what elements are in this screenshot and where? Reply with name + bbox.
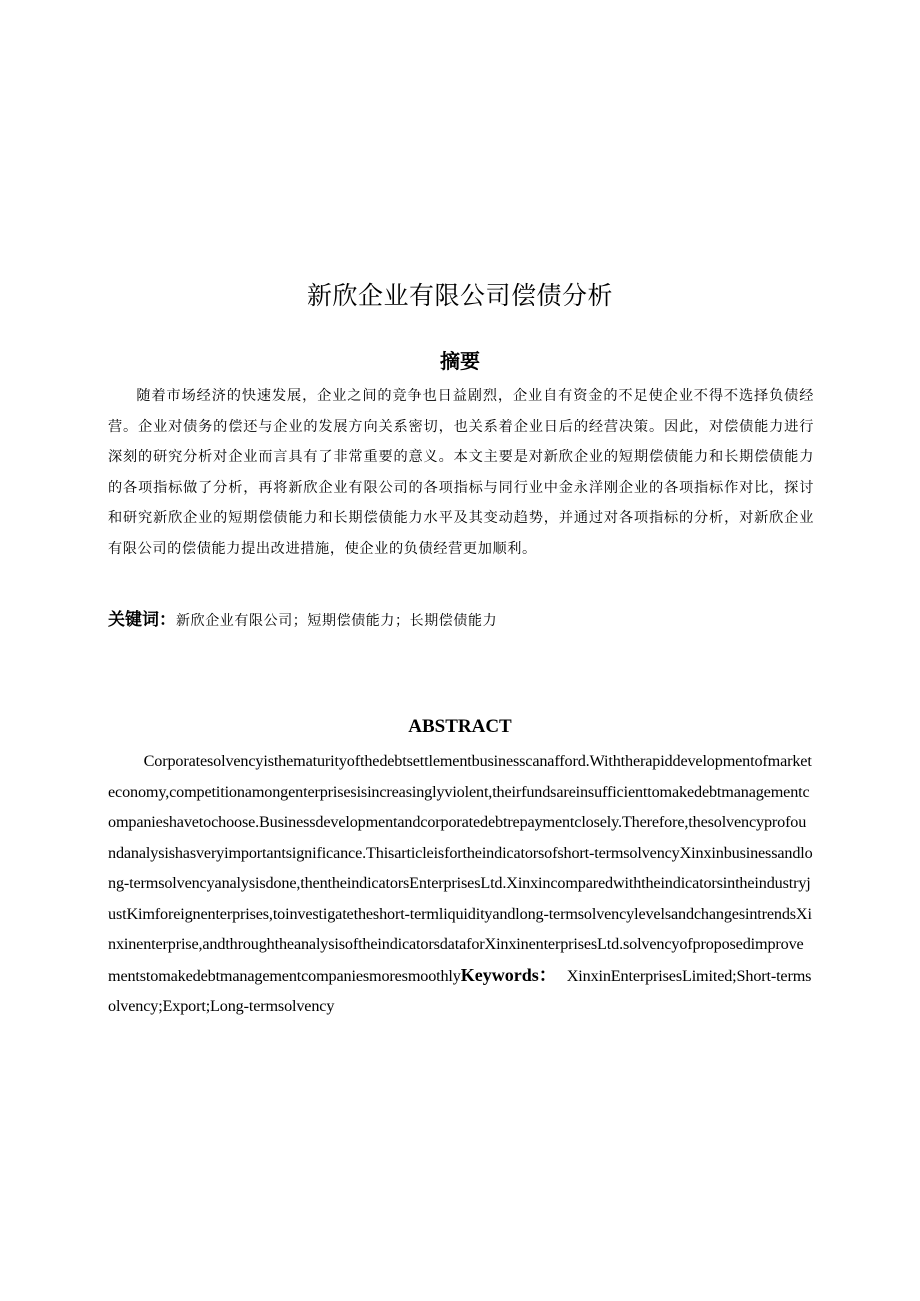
document-title: 新欣企业有限公司偿债分析 <box>306 281 613 310</box>
keywords-label-chinese: 关键词： <box>108 610 176 630</box>
abstract-heading-chinese: 摘要 <box>440 349 480 373</box>
abstract-heading-english: ABSTRACT <box>408 716 512 737</box>
keywords-chinese <box>108 605 814 630</box>
abstract-body-english <box>108 746 814 1022</box>
keywords-values-chinese: 新欣企业有限公司；短期偿债能力；长期偿债能力 <box>176 613 498 629</box>
keywords-label-english: Keywords： <box>460 964 557 985</box>
keywords-values-english: XinxinEnterprisesLimited;Short-termsolvency;Export;Long-termsolvency <box>108 966 812 1015</box>
abstract-body-chinese: 随着市场经济的快速发展，企业之间的竞争也日益剧烈，企业自有资金的不足使企业不得不选择负债经营。企业对债务的偿还与企业的发展方向关系密切，也关系着企业日后的经营决策。因此，对偿债能力进行深刻的研究分析对企业而言具有了非常重要的意义。本文主要是对新欣企业的短期偿债能力和长期偿债能力的各项指标做了分析，再将新欣企业有限公司的各项指标与同行业中金永洋刚企业的各项指标作对比，探讨和研究新欣企业的短期偿债能力和长期偿债能力水平及其变动趋势，并通过对各项指标的分析，对新欣企业有限公司的偿债能力提出改进措施，使企业的负债经营更加顺利。 <box>108 388 814 557</box>
abstract-text-english: Corporatesolvencyisthematurityofthedebtsettlementbusinesscanafford.Withtherapiddevelopmentofmarketeconomy,competitionamongenterprisesisincreasinglyviolent,theirfundsareinsufficienttomakedebtmanagementcompanieshavetochoose.Businessdevelopmentandcorporatedebtrepaymentclosely.Therefore,thesolvencyprofoundanalysishasveryimportantsignificance.Thisarticleisfortheindicatorsofshort-termsolvencyXinxinbusinessandlong-termsolvencyanalysisdone,thentheindicatorsEnterprisesLtd.XinxincomparedwiththeindicatorsintheindustryjustKimforeignenterprises,toinvestigatetheshort-termliquidityandlong-termsolvencylevelsandchangesintrendsXinxinenterprise,andthroughtheanalysisoftheindicatorsdataforXinxinenterprisesLtd.solvencyofproposedimprovementstomakedebtmanagementcompaniesmoresmoothly <box>108 752 813 985</box>
